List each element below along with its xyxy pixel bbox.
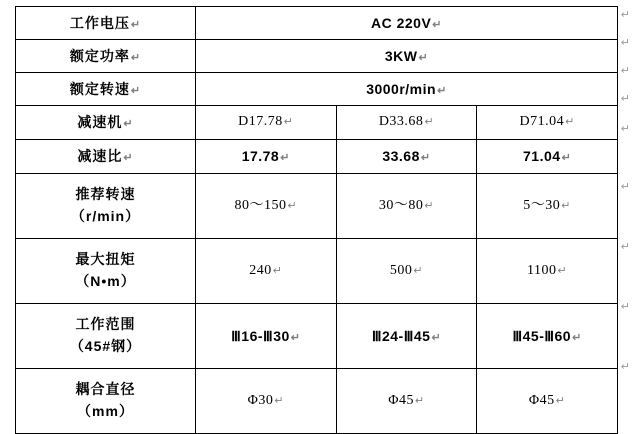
row-value-cell <box>477 304 618 369</box>
row-label: 额定转速 <box>69 80 130 97</box>
pilcrow-mark: ↵ <box>555 394 566 407</box>
value-text: 17.78 <box>241 148 280 165</box>
table-row <box>16 7 618 40</box>
value-text: Φ30 <box>247 392 274 408</box>
value-text: Φ45 <box>388 392 414 408</box>
value-text: 71.04 <box>523 148 561 165</box>
table-row <box>16 239 618 304</box>
row-label-cell <box>16 239 196 304</box>
row-value-cell <box>477 239 618 304</box>
value-text: 500 <box>389 262 413 278</box>
row-label: 工作电压 <box>69 14 130 31</box>
pilcrow-mark: ↵ <box>424 199 435 212</box>
pilcrow-mark: ↵ <box>565 116 575 129</box>
row-value-cell <box>336 106 477 140</box>
row-value-cell <box>336 239 477 304</box>
row-label-cell <box>16 304 196 369</box>
value-text: D71.04 <box>519 114 565 130</box>
margin-pilcrow-mark: ↵ <box>620 361 630 373</box>
row-value-merged <box>196 7 618 40</box>
margin-pilcrow-mark: ↵ <box>620 123 630 135</box>
pilcrow-mark: ↵ <box>557 264 568 277</box>
value-text: D33.68 <box>378 114 424 130</box>
margin-pilcrow-mark: ↵ <box>620 301 630 313</box>
row-value-cell <box>477 106 618 140</box>
specification-table <box>15 6 618 434</box>
row-label-unit: （N•m） <box>75 273 136 289</box>
margin-pilcrow-mark: ↵ <box>620 181 630 193</box>
pilcrow-mark: ↵ <box>272 264 283 277</box>
margin-pilcrow-mark: ↵ <box>620 241 630 253</box>
row-label: 工作范围 <box>75 316 136 333</box>
row-label: 额定功率 <box>69 47 130 64</box>
margin-pilcrow-mark: ↵ <box>620 93 630 105</box>
value-text: 1100 <box>527 262 557 278</box>
row-value-cell <box>477 140 618 174</box>
pilcrow-mark: ↵ <box>130 84 142 97</box>
row-value-cell <box>196 174 337 239</box>
pilcrow-mark: ↵ <box>287 199 298 212</box>
value-text: Ⅲ16-Ⅲ30 <box>231 327 290 344</box>
row-label: 耦合直径 <box>75 381 136 398</box>
row-value-merged <box>196 73 618 106</box>
value-text: Ⅲ24-Ⅲ45 <box>371 327 431 344</box>
table-row <box>16 40 618 73</box>
row-label-unit: （r/min） <box>70 208 141 224</box>
value-text: D17.78 <box>238 114 283 130</box>
row-label-cell <box>16 40 196 73</box>
pilcrow-mark: ↵ <box>413 264 424 277</box>
row-label: 减速机 <box>77 114 123 131</box>
pilcrow-mark: ↵ <box>418 51 429 64</box>
value-text: AC 220V <box>370 14 432 31</box>
row-value-cell <box>336 140 477 174</box>
row-label: 推荐转速 <box>75 186 136 203</box>
row-label: 减速比 <box>77 148 123 165</box>
value-text: 33.68 <box>382 148 420 165</box>
pilcrow-mark: ↵ <box>420 152 431 165</box>
pilcrow-mark: ↵ <box>123 152 134 165</box>
value-text: Ⅲ45-Ⅲ60 <box>512 327 572 344</box>
row-value-cell <box>196 304 337 369</box>
table-row <box>16 140 618 174</box>
table-row <box>16 304 618 369</box>
pilcrow-mark: ↵ <box>561 152 572 165</box>
value-text: 30～80 <box>378 197 424 213</box>
pilcrow-mark: ↵ <box>431 331 442 344</box>
row-value-cell <box>336 174 477 239</box>
pilcrow-mark: ↵ <box>290 331 301 344</box>
row-value-cell <box>196 140 337 174</box>
row-label-unit: （mm） <box>77 403 134 419</box>
pilcrow-mark: ↵ <box>572 331 582 344</box>
row-value-cell <box>196 239 337 304</box>
pilcrow-mark: ↵ <box>424 116 435 129</box>
margin-pilcrow-mark: ↵ <box>620 37 630 49</box>
pilcrow-mark: ↵ <box>414 394 425 407</box>
row-value-merged <box>196 40 618 73</box>
pilcrow-mark: ↵ <box>123 118 134 131</box>
margin-pilcrow-mark: ↵ <box>620 9 630 21</box>
table-row <box>16 73 618 106</box>
table-row <box>16 174 618 239</box>
pilcrow-mark: ↵ <box>130 18 142 31</box>
value-text: 3000r/min <box>366 80 437 97</box>
value-text: 240 <box>249 262 272 278</box>
pilcrow-mark: ↵ <box>130 51 142 64</box>
row-label-cell <box>16 7 196 40</box>
row-label-cell <box>16 140 196 174</box>
value-text: 3KW <box>384 47 418 64</box>
row-label: 最大扭矩 <box>75 251 136 268</box>
row-label-cell <box>16 174 196 239</box>
margin-pilcrow-mark: ↵ <box>620 65 630 77</box>
pilcrow-mark: ↵ <box>283 116 294 129</box>
value-text: 5～30 <box>523 197 561 213</box>
pilcrow-mark: ↵ <box>437 84 447 97</box>
row-value-cell <box>336 304 477 369</box>
pilcrow-mark: ↵ <box>432 18 443 31</box>
row-value-cell <box>196 106 337 140</box>
pilcrow-mark: ↵ <box>274 394 285 407</box>
row-label-cell <box>16 73 196 106</box>
table-row <box>16 106 618 140</box>
row-value-cell <box>477 174 618 239</box>
pilcrow-mark: ↵ <box>280 152 290 165</box>
value-text: Φ45 <box>528 392 555 408</box>
pilcrow-mark: ↵ <box>561 199 572 212</box>
row-label-unit: （45#钢） <box>69 338 142 354</box>
value-text: 80～150 <box>234 197 287 213</box>
row-label-cell <box>16 106 196 140</box>
